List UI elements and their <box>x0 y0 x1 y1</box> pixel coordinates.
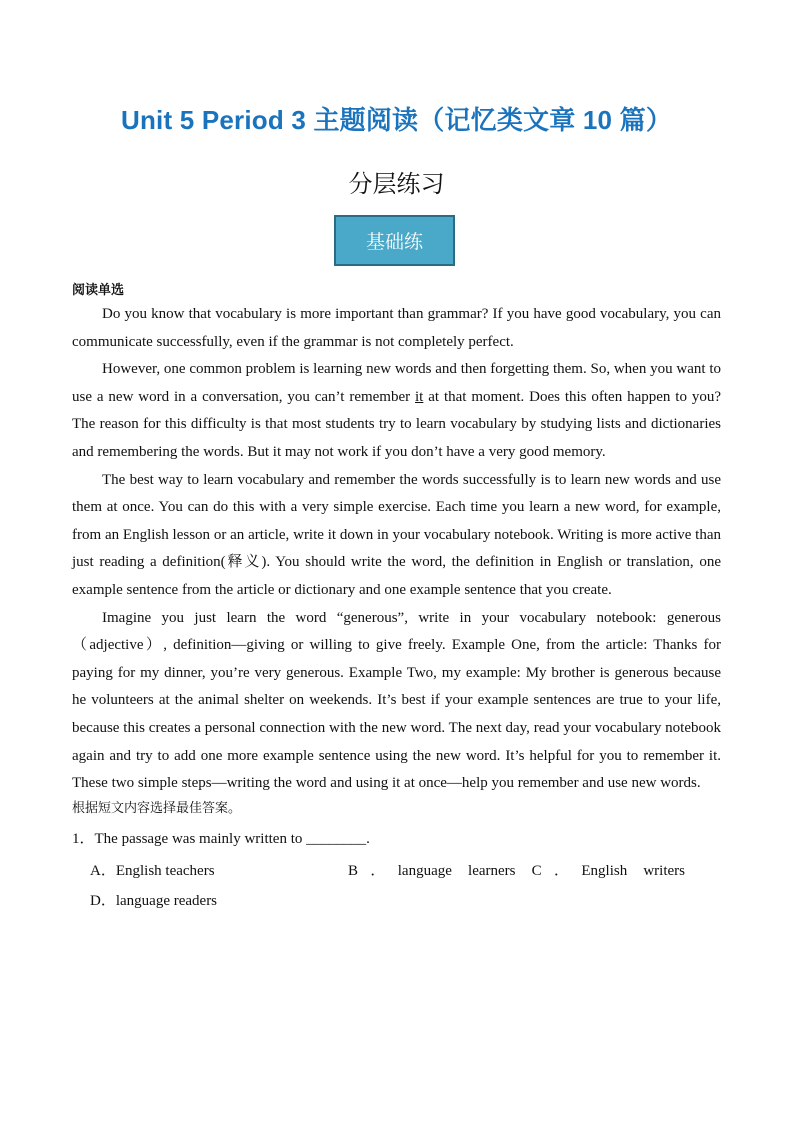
answer-options <box>90 856 721 916</box>
page-title: Unit 5 Period 3 主题阅读（记忆类文章 10 篇） <box>120 105 673 135</box>
passage-paragraph-4: Imagine you just learn the word “generous”, write in your vocabulary notebook: generous（adjective）, definition—giving or willing to give freely. Example One, from the article: Thanks for paying for my dinner, you’re very generous. Example Two, my example: My brother is generous because he volunteers at the animal shelter on weekends. It’s best if your example sentences are true to your life, because this creates a personal connection with the new word. The next day, read your vocabulary notebook again and try to add one more example sentence using the new word. It’s helpful for you to remember it. These two simple steps—writing the word and using it at once—help you remember and use new words. <box>72 609 721 792</box>
page-subtitle: 分层练习 <box>348 170 445 198</box>
paragraph-2-text-start: However, one common problem is learning new words and then forgetting them. So, when you want to use a new word in a conversation, you can’t remember <box>72 361 721 405</box>
option-a[interactable]: A．English teachers <box>90 862 215 879</box>
passage-paragraph-1: Do you know that vocabulary is more important than grammar? If you have good vocabulary, you can communicate successfully, even if the grammar is not completely perfect. <box>72 306 721 350</box>
level-badge: 基础练 <box>334 215 455 266</box>
question-instruction: 根据短文内容选择最佳答案。 <box>72 800 242 816</box>
document-body <box>72 281 721 916</box>
option-c[interactable]: C．English writers <box>531 862 685 879</box>
option-d[interactable]: D．language readers <box>90 892 218 909</box>
option-b[interactable]: B．language learners <box>348 862 516 879</box>
passage-paragraph-2 <box>72 356 721 466</box>
underlined-word: it <box>415 388 424 405</box>
passage-paragraph-3: The best way to learn vocabulary and remember the words successfully is to learn new words and use them at once. You can do this with a very simple exercise. Each time you learn a new word, for example, from an English lesson or an article, write it down in your vocabulary notebook. Writing is more active than just reading a definition(释义). You should write the word, the definition in English or translation, one example sentence from the article or dictionary and one example sentence that you create. <box>72 471 721 598</box>
question-stem: 1．The passage was mainly written to ________. <box>72 830 370 847</box>
paragraph-2-text-end: at that moment. Does this often happen to you? The reason for this difficulty is that most students try to learn vocabulary by studying lists and dictionaries and remembering the words. But it may not work if you don’t have a very good memory. <box>72 388 721 460</box>
section-heading: 阅读单选 <box>72 283 125 298</box>
